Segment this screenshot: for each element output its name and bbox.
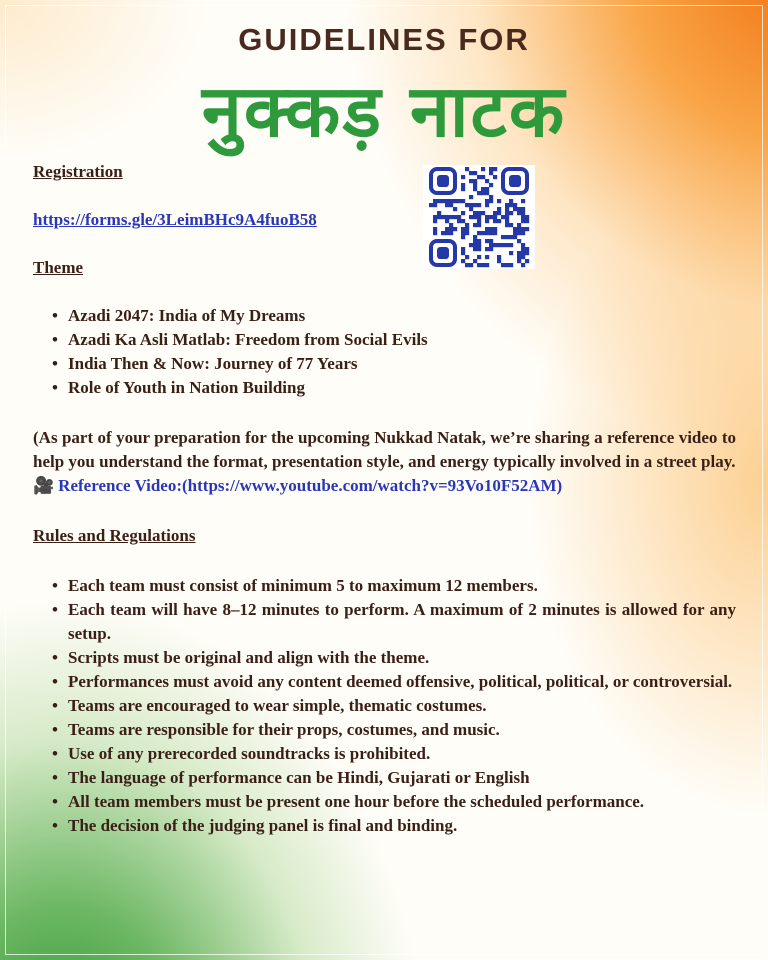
page-title: GUIDELINES FOR bbox=[238, 22, 530, 57]
rule-item: • The decision of the judging panel is final and binding. bbox=[68, 814, 736, 838]
reference-video-link[interactable]: Reference Video:(https://www.youtube.com/watch?v=93Vo10F52AM) bbox=[58, 476, 563, 495]
theme-item: • India Then & Now: Journey of 77 Years bbox=[68, 352, 736, 376]
rule-item: • Each team will have 8–12 minutes to perform. A maximum of 2 minutes is allowed for any setup. bbox=[68, 598, 736, 646]
hindi-title: नुक्कड़ नाटक bbox=[201, 69, 567, 153]
registration-link[interactable]: https://forms.gle/3LeimBHc9A4fuoB58 bbox=[33, 210, 317, 229]
preparation-note: (As part of your preparation for the upcoming Nukkad Natak, we’re sharing a reference video to help you understand the format, presentation style, and energy typically involved in a street play. bbox=[33, 428, 736, 471]
rule-item: • All team members must be present one hour before the scheduled performance. bbox=[68, 790, 736, 814]
theme-list bbox=[33, 304, 736, 400]
theme-item: • Azadi 2047: India of My Dreams bbox=[68, 304, 736, 328]
rules-list bbox=[33, 574, 736, 838]
rule-item: • Use of any prerecorded soundtracks is prohibited. bbox=[68, 742, 736, 766]
theme-item: • Azadi Ka Asli Matlab: Freedom from Social Evils bbox=[68, 328, 736, 352]
rule-item: • Performances must avoid any content deemed offensive, political, political, or controversial. bbox=[68, 670, 736, 694]
rule-item: • Teams are encouraged to wear simple, thematic costumes. bbox=[68, 694, 736, 718]
rule-item: • Each team must consist of minimum 5 to maximum 12 members. bbox=[68, 574, 736, 598]
registration-label: Registration bbox=[33, 162, 123, 181]
theme-item: • Role of Youth in Nation Building bbox=[68, 376, 736, 400]
rules-label: Rules and Regulations bbox=[33, 526, 196, 545]
rule-item: • The language of performance can be Hindi, Gujarati or English bbox=[68, 766, 736, 790]
rule-item: • Teams are responsible for their props, costumes, and music. bbox=[68, 718, 736, 742]
theme-label: Theme bbox=[33, 258, 84, 277]
rule-item: • Scripts must be original and align with the theme. bbox=[68, 646, 736, 670]
camera-icon: 🎥 bbox=[33, 476, 55, 495]
reference-video-line[interactable] bbox=[33, 474, 736, 498]
guidelines-content bbox=[33, 160, 736, 838]
